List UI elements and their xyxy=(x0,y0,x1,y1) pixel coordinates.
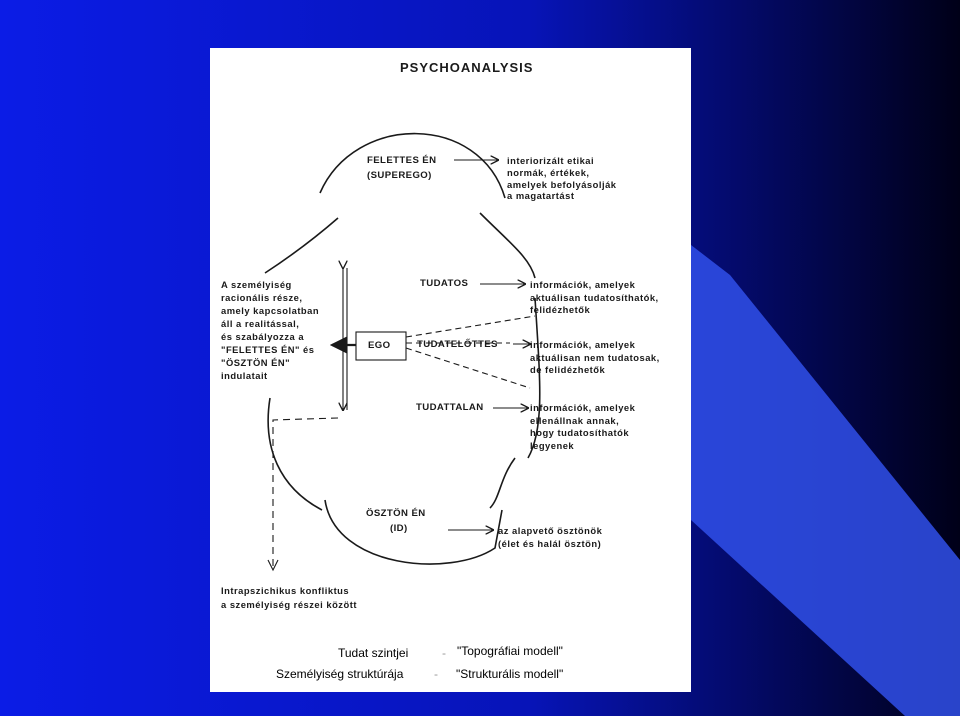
id-sublabel: (ID) xyxy=(390,523,408,534)
level-label-tudattalan: TUDATTALAN xyxy=(416,402,484,413)
footer-row1-dash: - xyxy=(442,646,446,660)
right-lower-arc xyxy=(490,458,515,508)
superego-label: FELETTES ÉN xyxy=(367,155,437,166)
id-label: ÖSZTÖN ÉN xyxy=(366,508,426,519)
diagram-page xyxy=(210,48,691,692)
level-description-tudattalan: információk, amelyek ellenállnak annak, hogy tudatosíthatók legyenek xyxy=(530,402,636,452)
ego-label: EGO xyxy=(368,340,391,351)
ego-description: A személyiség racionális része, amely kapcsolatban áll a realitással, és szabályozza a "FELETTES ÉN" és "ÖSZTÖN ÉN" indulatait xyxy=(221,279,320,381)
conflict-description: Intrapszichikus konfliktus a személyiség részei között xyxy=(221,585,357,610)
footer-row2-left: Személyiség struktúrája xyxy=(276,667,404,681)
superego-description: interiorizált etikai normák, értékek, amelyek befolyásolják a magatartást xyxy=(507,155,617,202)
conflict-dashed-line xyxy=(273,418,338,566)
level-label-tudatelottes: TUDATELŐTTES xyxy=(417,339,498,350)
level-description-tudatos: információk, amelyek aktuálisan tudatosíthatók, felidézhetők xyxy=(530,279,659,316)
footer-row2-dash: - xyxy=(434,667,438,681)
ego-dashed-link-1 xyxy=(406,316,535,337)
level-description-tudatelottes: információk, amelyek aktuálisan nem tudatosak, de felidézhetők xyxy=(530,339,660,376)
diagram-title: PSYCHOANALYSIS xyxy=(400,60,534,75)
footer-row2-right: "Strukturális modell" xyxy=(456,667,564,681)
ego-dashed-link-2 xyxy=(406,348,530,388)
left-upper-arc xyxy=(265,218,338,273)
id-description: az alapvető ösztönök (élet és halál ösztön) xyxy=(498,525,603,550)
left-body-arc xyxy=(268,398,322,510)
superego-sublabel: (SUPEREGO) xyxy=(367,170,432,181)
footer-row1-right: "Topográfiai modell" xyxy=(457,644,563,658)
right-upper-arc xyxy=(480,213,535,278)
footer-row1-left: Tudat szintjei xyxy=(338,646,409,660)
level-label-tudatos: TUDATOS xyxy=(420,278,469,289)
